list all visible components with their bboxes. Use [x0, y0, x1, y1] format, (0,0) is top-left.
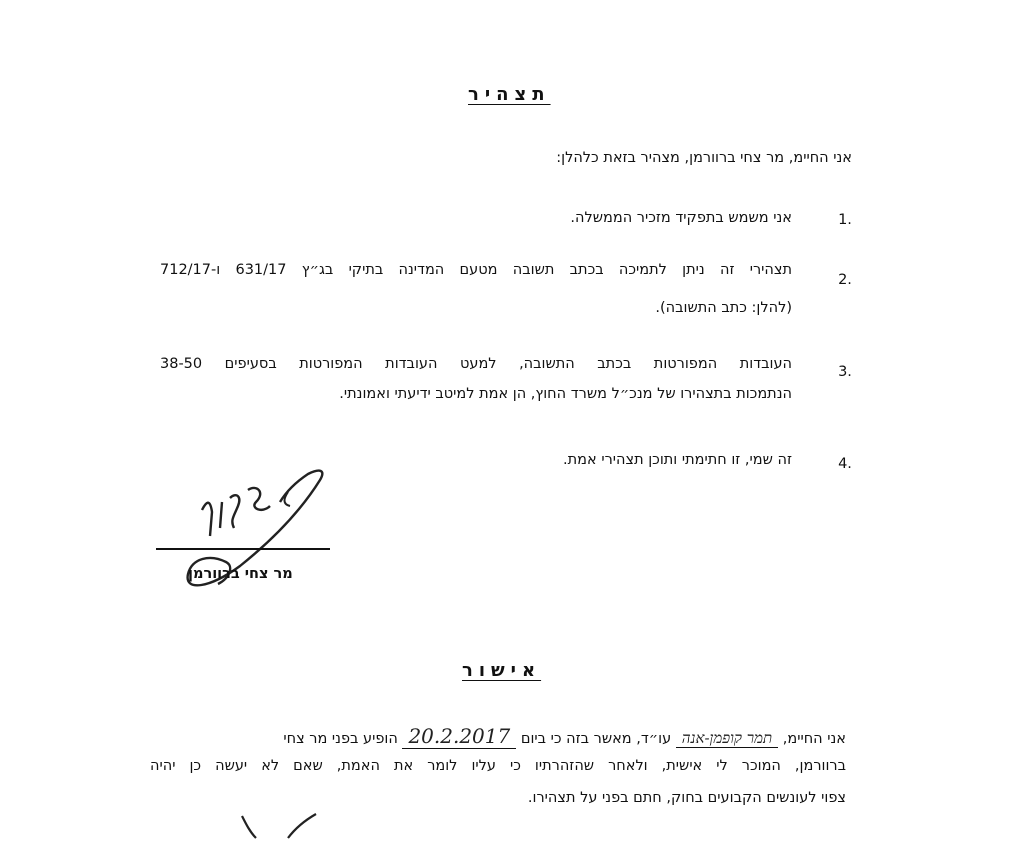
- confirmation-line-3: צפוי לעונשים הקבועים בחוק, חתם בפני על תצהירו.: [527, 790, 846, 806]
- confirmation-line-1: [283, 724, 846, 749]
- item-2-text-line2: (להלן: כתב התשובה).: [655, 300, 792, 316]
- signer-name: מר צחי ברוורמן: [188, 566, 293, 582]
- declaration-title: תצהיר: [468, 84, 551, 105]
- item-1-text: אני משמש בתפקיד מזכיר הממשלה.: [570, 210, 792, 226]
- item-number: 4.: [838, 456, 852, 472]
- lawyer-name-field: תמר קופמן-אנה: [676, 729, 778, 748]
- declaration-intro: אני החיימ, מר צחי ברוורמן, מצהיר בזאת כלהלן:: [556, 150, 852, 166]
- signature-line: [156, 548, 330, 550]
- confirmation-title: אישור: [462, 660, 542, 681]
- item-number: 3.: [838, 364, 852, 380]
- item-3-text-line1: העובדות המפורטות בכתב התשובה, למעט העובדות המפורטות בסעיפים 38-50: [160, 356, 792, 372]
- item-3-text-line2: הנתמכות בתצהירו של מנכ״ל משרד החוץ, הן אמת למיטב ידיעתי ואמונתי.: [339, 386, 792, 402]
- lawyer-signature: [236, 812, 326, 842]
- confirmation-text-part1: אני החיימ,: [782, 731, 846, 747]
- confirmation-text-part2: עו״ד, מאשר בזה כי ביום: [520, 731, 672, 747]
- date-field: 20.2.2017: [402, 724, 516, 749]
- item-4-text: זה שמי, זו חתימתי ותוכן תצהירי אמת.: [563, 452, 792, 468]
- confirmation-line-2: ברוורמן, המוכר לי אישית, ולאחר שהזהרתיו כי עליו לומר את האמת, שאם לא יעשה כן יהיה: [150, 758, 846, 774]
- confirmation-text-part3: הופיע בפני מר צחי: [283, 731, 398, 747]
- item-number: 2.: [838, 272, 852, 288]
- item-2-text-line1: תצהירי זה ניתן לתמיכה בכתב תשובה מטעם המדינה בתיקי בג״ץ 631/17 ו-712/17: [160, 262, 793, 278]
- item-number: 1.: [838, 212, 852, 228]
